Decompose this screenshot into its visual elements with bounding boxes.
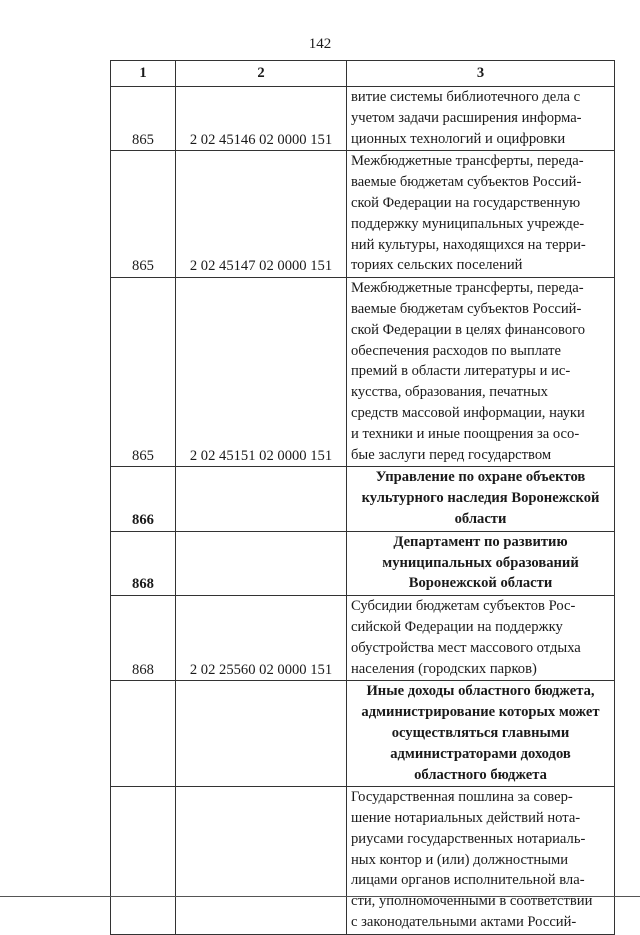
table-header-row	[111, 61, 615, 87]
page-bottom-rule	[0, 896, 640, 897]
description-line: витие системы библиотечного дела с	[351, 89, 581, 105]
description-cell	[347, 681, 615, 787]
header-col-3: 3	[347, 61, 615, 87]
description-line: ваемые бюджетам субъектов Россий-	[351, 300, 582, 317]
header-col-1: 1	[111, 61, 176, 87]
description-line: шение нотариальных действий нота-	[351, 810, 581, 827]
description-line: обеспечения расходов по выплате	[351, 342, 562, 359]
description-line: Государственная пошлина за совер-	[351, 789, 573, 806]
table-row	[111, 787, 615, 935]
table-row	[111, 87, 615, 151]
admin-code-cell: 868	[111, 596, 176, 681]
description-line: ской Федерации в целях финансового	[351, 321, 586, 338]
description-line: Межбюджетные трансферты, переда-	[351, 280, 584, 297]
admin-code-cell: 865	[111, 151, 176, 278]
description-line: населения (городских парков)	[351, 660, 537, 677]
admin-code-cell: 865	[111, 87, 176, 151]
description-line: премий в области литературы и ис-	[351, 363, 571, 380]
description-line: обустройства мест массового отдыха	[351, 639, 581, 656]
description-line: лицами органов исполнительной вла-	[351, 872, 585, 889]
description-cell	[347, 787, 615, 935]
table-row	[111, 467, 615, 531]
admin-code-cell	[111, 681, 176, 787]
description-line: областного бюджета	[414, 766, 547, 783]
kbk-code-cell	[176, 787, 347, 935]
admin-code-cell: 868	[111, 531, 176, 595]
description-cell	[347, 151, 615, 278]
kbk-code-cell	[176, 531, 347, 595]
table-row	[111, 151, 615, 278]
description-line: Департамент по развитию	[393, 533, 568, 550]
description-cell	[347, 467, 615, 531]
description-line: культурного наследия Воронежской	[361, 490, 600, 507]
description-line: муниципальных образований	[382, 554, 579, 571]
description-line: учетом задачи расширения информа-	[351, 109, 582, 126]
description-line: ской Федерации на государственную	[351, 194, 581, 211]
description-cell	[347, 87, 615, 151]
description-line: сти, уполномоченными в соответствии	[351, 893, 593, 910]
table-row	[111, 681, 615, 787]
description-cell	[347, 531, 615, 595]
description-line: администраторами доходов	[390, 745, 571, 762]
description-line: Субсидии бюджетам субъектов Рос-	[351, 598, 576, 615]
description-line: средств массовой информации, науки	[351, 404, 585, 421]
description-line: поддержку муниципальных учрежде-	[351, 215, 585, 232]
table-row	[111, 278, 615, 467]
description-line: сийской Федерации на поддержку	[351, 618, 563, 635]
header-col-2: 2	[176, 61, 347, 87]
description-line: ваемые бюджетам субъектов Россий-	[351, 174, 582, 191]
description-line: с законодательными актами Россий-	[351, 914, 577, 931]
admin-code-cell	[111, 787, 176, 935]
description-line: Иные доходы областного бюджета,	[366, 683, 595, 700]
description-line: бые заслуги перед государством	[351, 446, 552, 463]
description-line: ных контор и (или) должностными	[351, 851, 569, 868]
description-line: области	[454, 510, 507, 527]
description-line: кусства, образования, печатных	[351, 384, 548, 401]
description-cell	[347, 278, 615, 467]
table-row	[111, 531, 615, 595]
description-line: Межбюджетные трансферты, переда-	[351, 153, 584, 170]
description-line: ториях сельских поселений	[351, 257, 523, 274]
description-line: администрирование которых может	[361, 704, 600, 721]
description-line: и техники и иные поощрения за осо-	[351, 425, 580, 442]
admin-code-cell: 865	[111, 278, 176, 467]
description-line: Воронежской области	[408, 575, 553, 592]
kbk-code-cell: 2 02 45147 02 0000 151	[176, 151, 347, 278]
description-line: риусами государственных нотариаль-	[351, 830, 586, 847]
description-line: ционных технологий и оцифровки	[351, 130, 566, 147]
description-line: ний культуры, находящихся на терри-	[351, 236, 586, 253]
description-cell	[347, 596, 615, 681]
kbk-code-cell	[176, 681, 347, 787]
description-line: осуществляться главными	[391, 724, 570, 741]
description-line: Управление по охране объектов	[375, 469, 586, 486]
kbk-code-cell: 2 02 45151 02 0000 151	[176, 278, 347, 467]
table-row	[111, 596, 615, 681]
admin-code-cell: 866	[111, 467, 176, 531]
kbk-code-cell: 2 02 45146 02 0000 151	[176, 87, 347, 151]
page-number: 142	[308, 36, 332, 52]
kbk-code-cell: 2 02 25560 02 0000 151	[176, 596, 347, 681]
kbk-code-cell	[176, 467, 347, 531]
revenue-administrators-table	[110, 60, 615, 935]
